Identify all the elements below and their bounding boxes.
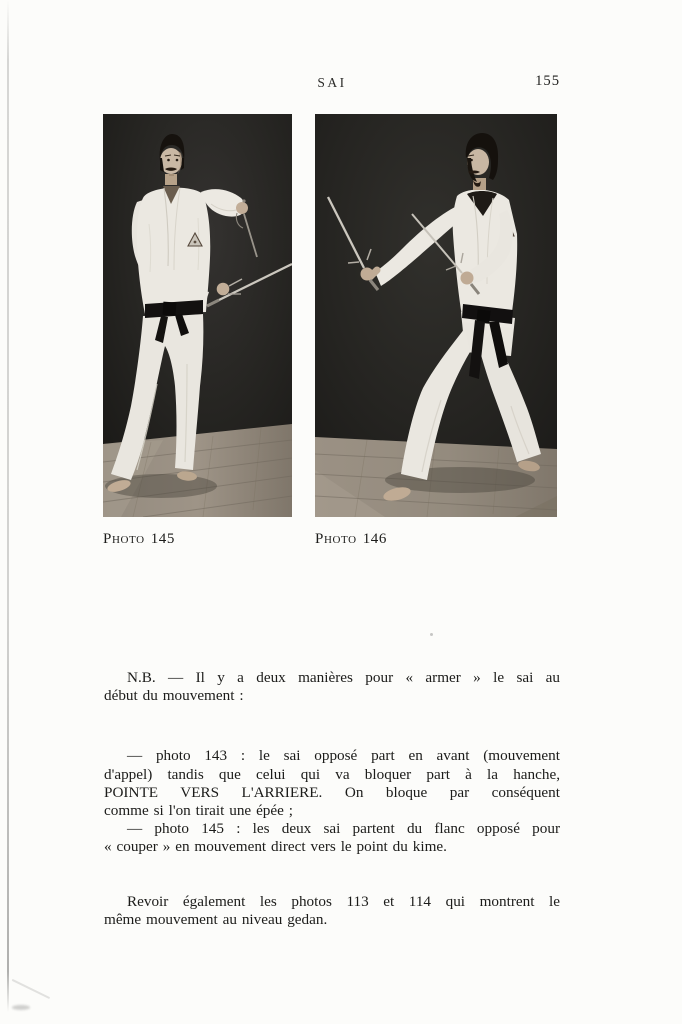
running-title: SAI xyxy=(317,75,347,90)
text-line: — photo 145 : les deux sai partent du flanc opposé pour xyxy=(127,820,560,838)
paragraph-4 xyxy=(104,893,560,929)
text-line: N.B. — Il y a deux manières pour « armer » le sai au xyxy=(127,669,560,686)
photo-146-image xyxy=(315,114,557,517)
caption-word: Photo xyxy=(103,531,145,547)
scan-smudge-line xyxy=(12,979,50,999)
caption-number: 146 xyxy=(362,531,388,547)
photo-146-caption xyxy=(315,531,557,548)
text-line: Revoir également les photos 113 et 114 qui montrent le xyxy=(127,892,560,910)
caption-word: Photo xyxy=(315,531,357,547)
paragraph-1 xyxy=(104,669,560,705)
text-line: « couper » en mouvement direct vers le point du kime. xyxy=(104,838,447,856)
caption-number: 145 xyxy=(150,531,176,547)
photo-145-caption xyxy=(103,531,292,548)
scan-speck xyxy=(430,633,433,636)
paragraph-3 xyxy=(104,820,560,856)
paragraph-2 xyxy=(104,747,560,820)
body-text xyxy=(104,669,560,929)
scan-smudge-dot xyxy=(12,1005,30,1010)
text-line: — photo 143 : le sai opposé part en avant (mouvement xyxy=(127,747,560,765)
text-line: début du mouvement : xyxy=(104,687,244,705)
photo-146-figure xyxy=(315,114,557,548)
text-line: d'appel) tandis que celui qui va bloquer part à la hanche, xyxy=(104,765,560,783)
page-number: 155 xyxy=(535,73,560,89)
text-line: POINTE VERS L'ARRIERE. On bloque par conséquent xyxy=(104,783,560,801)
text-line: comme si l'on tirait une épée ; xyxy=(104,802,293,820)
photo-145-image xyxy=(103,114,292,517)
text-line: même mouvement au niveau gedan. xyxy=(104,910,328,928)
page-header xyxy=(104,75,560,93)
photo-145-figure xyxy=(103,114,292,548)
scan-edge-line xyxy=(7,0,9,1012)
